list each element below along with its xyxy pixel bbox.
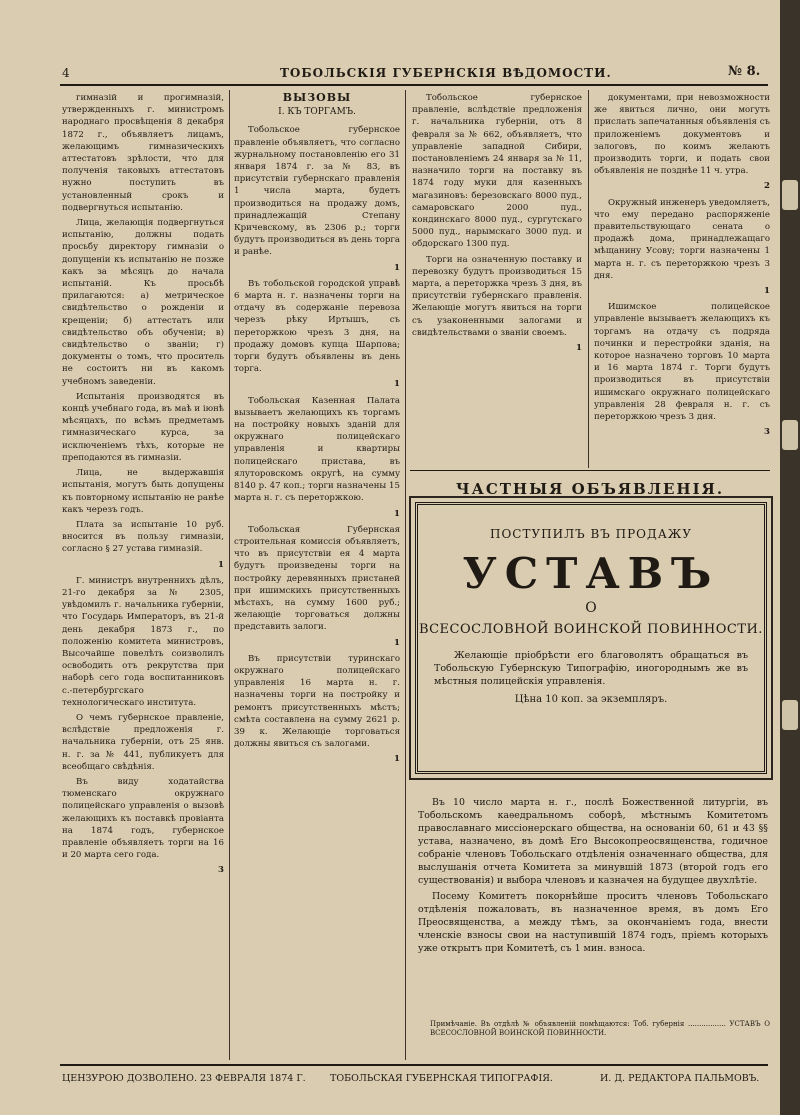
ad-title: УСТАВЪ [462, 549, 720, 598]
footer-rule [60, 1064, 768, 1066]
section-subheading: I. КЪ ТОРГАМЪ. [278, 107, 356, 118]
issue-number: № 8. [728, 64, 761, 79]
col2-paragraph: Тобольская Казенная Палата вызываетъ желающихъ къ торгамъ на постройку новыхъ зданій для окружнаго полицейскаго управленія и квартиры полицейскаго пристава, въ ялуторовскомъ округѣ, на сумму 8140 р. 47 коп.; торги назначены 15 марта н. г. съ переторжкою. [234, 395, 400, 504]
section-end-mark: 1 [576, 343, 582, 354]
col1-paragraph: Лица, не выдержавшія испытанія, могутъ быть допущены къ повторному испытанію не ранѣе какъ черезъ годъ. [62, 468, 224, 515]
adjacent-page-fragment [782, 700, 798, 730]
column-divider [588, 90, 589, 468]
col2-paragraph: Въ тобольской городской управѣ 6 марта н. г. назначены торги на отдачу въ содержаніе перевоза черезъ рѣку Иртышъ, съ переторжкою чрезъ 3 дня, на продажу домовъ купца Шарпова; торги будутъ объявлены въ день торга. [234, 278, 400, 375]
column-divider [405, 90, 406, 1060]
column-3 [412, 92, 582, 464]
society-notice [418, 796, 768, 1018]
section-end-mark: 1 [394, 754, 400, 765]
col1-paragraph: Испытанія производятся въ концѣ учебнаго года, въ маѣ и іюнѣ мѣсяцахъ, по всѣмъ предметамъ гимназическаго курса, за исключеніемъ тѣхъ, которые не преподаются въ гимназіи. [62, 391, 224, 463]
ad-preposition: О [585, 600, 597, 616]
col4-paragraph: Ишимское полицейское управленіе вызываетъ желающихъ къ торгамъ на отдачу съ подряда починки и перестройки зданія, на которое назначено торговъ 10 марта и 16 марта 1874 г. Торги будутъ производиться въ присутствіи ишимскаго окружнаго полицейскаго управленія 28 февраля н. г. съ переторжкою чрезъ 3 дня. [594, 302, 770, 423]
col1-paragraph: О чемъ губернское правленіе, вслѣдствіе предложенія г. начальника губерніи, отъ 25 янв. н. г. за № 441, публикуетъ для всеобщаго свѣдѣнія. [62, 712, 224, 772]
column-divider [229, 90, 230, 1060]
section-end-mark: 3 [764, 427, 770, 438]
col4-paragraph: Окружный инженеръ уведомляетъ, что ему передано распоряженіе правительствующаго сената о продажѣ дома, принадлежащаго мѣщанину Усову; торги назначены 1 марта н. г. съ переторжкою чрезъ 3 дня. [594, 197, 770, 281]
ad-price: Цѣна 10 коп. за экземпляръ. [514, 694, 668, 705]
running-title: ТОБОЛЬСКІЯ ГУБЕРНСКІЯ ВѢДОМОСТИ. [280, 66, 612, 80]
col1-paragraph: Въ виду ходатайства тюменскаго окружнаго полицейскаго управленія о вызовѣ желающихъ къ поставкѣ провіанта на 1874 годъ, губернское правленіе объявляетъ торги на 16 и 20 марта сего года. [62, 776, 224, 861]
col2-paragraph: Тобольское губернское правленіе объявляетъ, что согласно журнальному постановленію его 31 января 1874 г. за № 83, въ присутствіи губернскаго правленія 1 числа марта, будетъ производиться на продажу домъ, принадлежащій Степану Кричевскому, въ 2306 р.; торги будутъ производиться въ день торга и ранѣе. [234, 125, 400, 258]
ad-subtitle: ВСЕСОСЛОВНОЙ ВОИНСКОЙ ПОВИННОСТИ. [419, 622, 763, 637]
header-rule [60, 84, 768, 86]
col4-paragraph: документами, при невозможности же явиться лично, они могутъ прислать запечатанныя объявленія съ приложеніемъ документовъ и залоговъ, по коимъ желаютъ производить торги, и подать свои объявленія не позднѣе 11 ч. утра. [594, 93, 770, 177]
section-end-mark: 1 [394, 262, 400, 273]
adjacent-page-fragment [782, 420, 798, 450]
section-end-mark: 1 [218, 559, 224, 570]
section-rule [410, 470, 770, 471]
col1-paragraph: гимназій и прогимназій, утвержденныхъ г. министромъ народнаго просвѣщенія 8 декабря 1872 г., объявляетъ лицамъ, желающимъ гимназическихъ аттестатовъ зрѣлости, что для полученія таковыхъ аттестатовъ нужно поступить въ установленный срокъ и подвергнуться испытанію. [62, 93, 224, 213]
section-end-mark: 3 [218, 865, 224, 876]
col2-paragraph: Въ присутствіи туринскаго окружнаго полицейскаго управленія 16 марта н. г. назначены торги на постройку и ремонтъ присутственныхъ мѣстъ; смѣта составлена на сумму 2621 р. 39 к. Желающіе торговаться должны явиться съ залогами. [234, 653, 400, 750]
section-end-mark: 1 [394, 637, 400, 648]
ustav-advertisement [415, 502, 767, 774]
notice-paragraph: Въ 10 число марта н. г., послѣ Божественной литургіи, въ Тобольскомъ каѳедральномъ соборѣ, мѣстнымъ Комитетомъ православнаго миссіонерскаго общества, на основаніи 60, 61 и 43 §§ устава, назначено, въ домѣ Его Высокопреосвященства, годичное собраніе членовъ Тобольскаго отдѣленія означеннаго общества, для выслушанія отчета Комитета за минувшій 1873 (второй годъ его существованія) и выбора членовъ и казначея на будущее двухлѣтіе. [418, 797, 768, 886]
private-announcements-title: ЧАСТНЫЯ ОБЪЯВЛЕНІЯ. [455, 480, 725, 498]
col2-paragraph: Тобольская Губернская строительная комиссія объявляетъ, что въ присутствіи ея 4 марта будутъ произведены торги на постройку деревянныхъ пристаней при ишимскихъ присутственныхъ мѣстахъ, на сумму 1600 руб.; желающіе торговаться должны представить залоги. [234, 524, 400, 633]
binding-edge [780, 0, 800, 1115]
section-end-mark: 2 [764, 181, 770, 192]
editor-note: И. Д. РЕДАКТОРА ПАЛЬМОВЪ. [600, 1073, 760, 1084]
col1-paragraph: Плата за испытаніе 10 руб. вносится въ пользу гимназіи, согласно § 27 устава гимназій. [62, 519, 224, 555]
section-end-mark: 1 [394, 508, 400, 519]
col1-paragraph: Лица, желающія подвергнуться испытанію, должны подать просьбу директору гимназіи о допущеніи къ испытанію не позже какъ за мѣсяцъ до начала испытаній. Къ просьбѣ прилагаются: а) метрическое свидѣтельство о рожденіи и крещеніи; б) аттестатъ или свидѣтельство объ обученіи; в) свидѣтельство о званіи; г) документы о томъ, что проситель не состоитъ ни въ какомъ учебномъ заведеніи. [62, 218, 224, 387]
column-1 [62, 92, 224, 1058]
section-end-mark: 1 [394, 379, 400, 390]
col3-paragraph: Тобольское губернское правленіе, вслѣдствіе предложенія г. начальника губерніи, отъ 8 февраля за № 662, объявляетъ, что управленіе западной Сибири, постановленіемъ 24 января за № 11, назначило торги на поставку въ 1874 году муки для казенныхъ магазиновъ: березовскаго 8000 пуд., самаровскаго 2000 пуд., кондинскаго 8000 пуд., сургутскаго 5000 пуд., нарымскаго 3000 пуд. и обдорскаго 1300 пуд. [412, 93, 582, 250]
adjacent-page-fragment [782, 180, 798, 210]
section-end-mark: 1 [764, 286, 770, 297]
notice-paragraph: Посему Комитетъ покорнѣйше проситъ членовъ Тобольскаго отдѣленія пожаловать, въ назначенное время, въ домъ Его Преосвященства, а между тѣмъ, за окончаніемъ года, внести членскіе взносы свои на наступившій 1874 годъ, пріемъ которыхъ уже открытъ при Комитетѣ, съ 1 мин. взноса. [418, 891, 768, 954]
ad-instructions: Желающіе пріобрѣсти его благоволятъ обращаться въ Тобольскую Губернскую Типографію, иногороднымъ же въ мѣстныя полицейскія управленія. [434, 650, 748, 687]
page-number: 4 [62, 66, 70, 80]
col1-paragraph: Г. министръ внутреннихъ дѣлъ, 21-го декабря за № 2305, увѣдомилъ г. начальника губерніи, что Государь Императоръ, въ 21-й день декабря 1873 г., по положенію комитета министровъ, Высочайше повелѣть соизволилъ освободить отъ рекрутства при наборѣ сего года воспитанниковъ с.-петербургскаго технологическаго института. [62, 575, 224, 708]
column-4 [594, 92, 770, 464]
fineprint-note: Примѣчаніе. Въ отдѣлѣ № объявленій помѣщаются: Тоб. губернія ................. УСТАВЪ О ВСЕСОСЛОВНОЙ ВОИНСКОЙ ПОВИННОСТИ. [430, 1020, 770, 1037]
censor-note: ЦЕНЗУРОЮ ДОЗВОЛЕНО. 23 ФЕВРАЛЯ 1874 Г. [62, 1073, 306, 1084]
ad-line-for-sale: ПОСТУПИЛЪ ВЪ ПРОДАЖУ [490, 527, 692, 541]
col3-paragraph: Торги на означенную поставку и перевозку будутъ производиться 15 марта, а переторжка чрезъ 3 дня, въ присутствіи губернскаго правленія. Желающіе могутъ явиться на торги съ узаконенными залогами и свидѣтельствами о званіи своемъ. [412, 254, 582, 338]
printer-note: ТОБОЛЬСКАЯ ГУБЕРНСКАЯ ТИПОГРАФІЯ. [330, 1073, 553, 1084]
section-heading: ВЫЗОВЫ [282, 92, 352, 104]
column-2 [234, 92, 400, 1058]
